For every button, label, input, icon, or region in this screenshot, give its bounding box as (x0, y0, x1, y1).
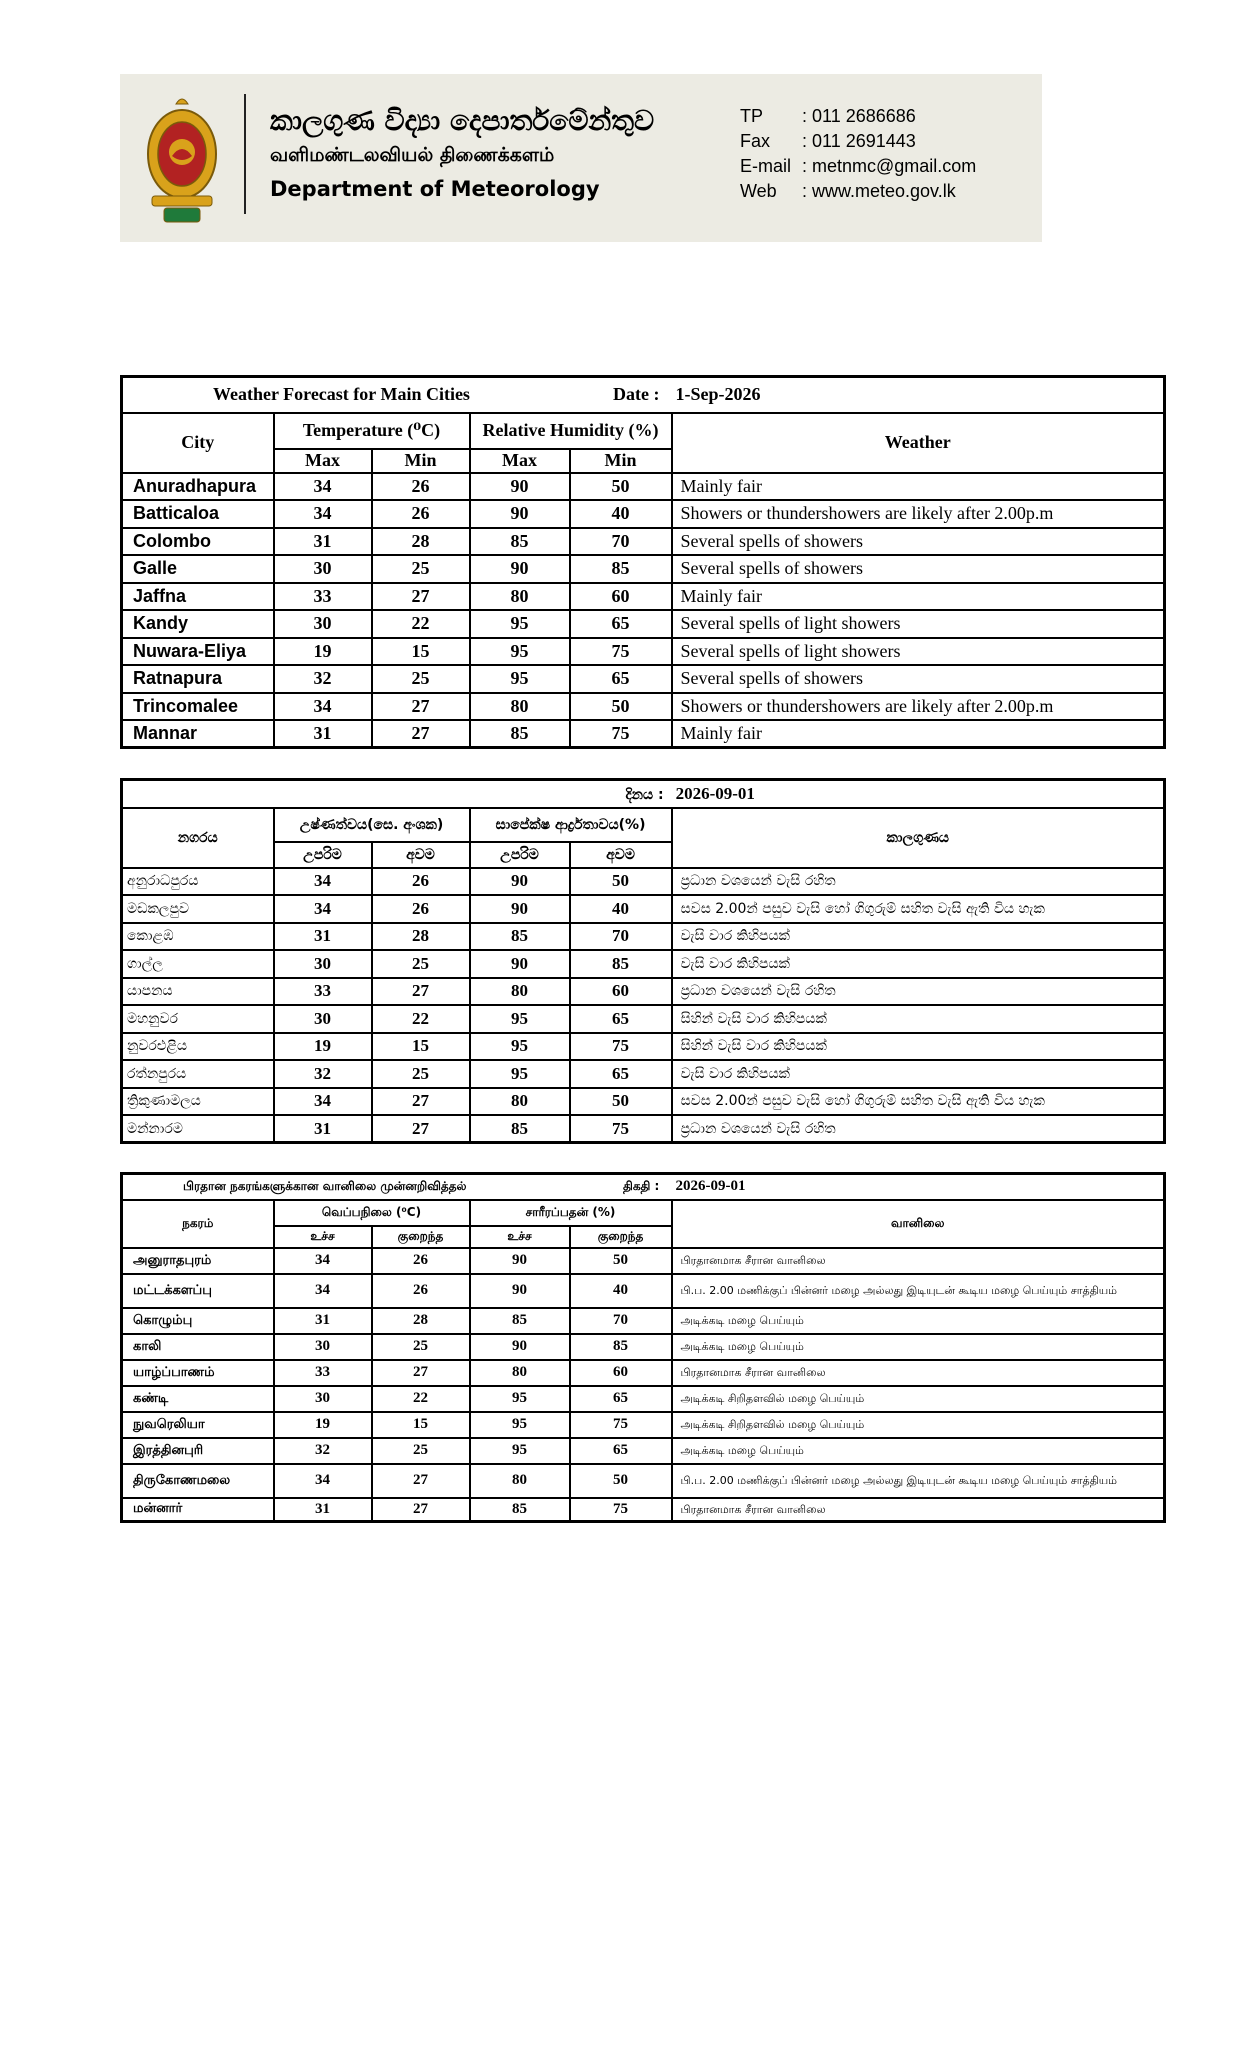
temp-min-cell: 15 (372, 1412, 470, 1438)
col-rh-min: Min (570, 449, 672, 473)
temp-min-cell: 28 (372, 528, 470, 556)
contact-row (740, 154, 976, 179)
table-row (122, 950, 1165, 978)
col-rh-max: Max (470, 449, 570, 473)
rh-min-cell: 70 (570, 528, 672, 556)
table-row (122, 923, 1165, 951)
org-name-sinhala: කාලගුණ විද්‍යා දෙපාර්තමේන්තුව (270, 104, 655, 137)
city-cell: නුවරඑළිය (122, 1033, 274, 1061)
rh-min-cell: 75 (570, 1412, 672, 1438)
temp-min-cell: 15 (372, 638, 470, 666)
col-weather: Weather (672, 413, 1165, 473)
rh-min-cell: 65 (570, 610, 672, 638)
temp-max-cell: 34 (274, 1088, 372, 1116)
city-cell: මහනුවර (122, 1005, 274, 1033)
weather-cell: Several spells of showers (672, 555, 1165, 583)
header-row (122, 1200, 1165, 1226)
rh-min-cell: 40 (570, 1274, 672, 1308)
table-body (122, 868, 1165, 1143)
table-row (122, 500, 1165, 528)
weather-cell: ප්‍රධාන වශයෙන් වැසි රහිත (672, 978, 1165, 1006)
temp-max-cell: 32 (274, 665, 372, 693)
table-row (122, 1005, 1165, 1033)
weather-cell: பிரதானமாக சீரான வானிலை (672, 1498, 1165, 1522)
temp-max-cell: 34 (274, 1464, 372, 1498)
rh-min-cell: 75 (570, 720, 672, 748)
table-row (122, 583, 1165, 611)
city-cell: Jaffna (122, 583, 274, 611)
weather-cell: பிரதானமாக சீரான வானிலை (672, 1360, 1165, 1386)
table-row (122, 1438, 1165, 1464)
weather-cell: அடிக்கடி மழை பெய்யும் (672, 1334, 1165, 1360)
contact-key: E-mail (740, 156, 792, 176)
city-cell: මන්නාරම (122, 1115, 274, 1143)
rh-min-cell: 75 (570, 1033, 672, 1061)
table-row (122, 720, 1165, 748)
contact-key: TP (740, 106, 764, 126)
city-cell: கண்டி (122, 1386, 274, 1412)
divider-bar (244, 94, 246, 214)
weather-cell: සිහින් වැසි වාර කිහිපයක් (672, 1033, 1165, 1061)
rh-max-cell: 85 (470, 923, 570, 951)
rh-max-cell: 90 (470, 895, 570, 923)
temp-max-cell: 34 (274, 693, 372, 721)
city-cell: Kandy (122, 610, 274, 638)
rh-max-cell: 90 (470, 1274, 570, 1308)
rh-min-cell: 65 (570, 665, 672, 693)
city-cell: மட்டக்களப்பு (122, 1274, 274, 1308)
rh-max-cell: 95 (470, 638, 570, 666)
col-temp-min: Min (372, 449, 470, 473)
rh-min-cell: 50 (570, 1248, 672, 1274)
table-row (122, 1464, 1165, 1498)
table-row (122, 665, 1165, 693)
table-row (122, 1248, 1165, 1274)
temp-max-cell: 34 (274, 895, 372, 923)
temp-min-cell: 27 (372, 1360, 470, 1386)
org-name-tamil: வளிமண்டலவியல் திணைக்களம் (270, 144, 555, 166)
temp-min-cell: 15 (372, 1033, 470, 1061)
city-cell: Galle (122, 555, 274, 583)
rh-max-cell: 95 (470, 1060, 570, 1088)
temp-min-cell: 27 (372, 1115, 470, 1143)
city-cell: நுவரெலியா (122, 1412, 274, 1438)
temp-max-cell: 34 (274, 1248, 372, 1274)
rh-max-cell: 90 (470, 1334, 570, 1360)
rh-max-cell: 90 (470, 868, 570, 896)
temp-max-cell: 30 (274, 1005, 372, 1033)
temp-max-cell: 31 (274, 528, 372, 556)
temp-min-cell: 25 (372, 555, 470, 583)
forecast-table-tamil (120, 1172, 1166, 1523)
rh-min-cell: 65 (570, 1438, 672, 1464)
weather-cell: பி.ப. 2.00 மணிக்குப் பின்னர் மழை அல்லது இடியுடன் கூடிய மழை பெய்யும் சாத்தியம் (672, 1464, 1165, 1498)
temp-min-cell: 26 (372, 1248, 470, 1274)
table-title-row (122, 780, 1165, 808)
col-rh-max: உச்ச (470, 1226, 570, 1248)
weather-cell: සවස 2.00න් පසුව වැසි හෝ ගිගුරුම් සහිත වැසි ඇති විය හැක (672, 895, 1165, 923)
weather-cell: ප්‍රධාන වශයෙන් වැසි රහිත (672, 868, 1165, 896)
forecast-table-english (120, 375, 1166, 749)
city-cell: காலி (122, 1334, 274, 1360)
rh-min-cell: 60 (570, 583, 672, 611)
temp-min-cell: 26 (372, 868, 470, 896)
contact-key: Web (740, 181, 777, 201)
temp-min-cell: 22 (372, 610, 470, 638)
rh-max-cell: 80 (470, 1464, 570, 1498)
temp-max-cell: 19 (274, 1033, 372, 1061)
temp-min-cell: 25 (372, 1438, 470, 1464)
col-city: நகரம் (122, 1200, 274, 1248)
rh-min-cell: 75 (570, 638, 672, 666)
temp-min-cell: 28 (372, 923, 470, 951)
col-city: City (122, 413, 274, 473)
weather-cell: Several spells of showers (672, 528, 1165, 556)
header-row (122, 413, 1165, 449)
weather-cell: Several spells of light showers (672, 638, 1165, 666)
org-names (270, 104, 654, 204)
temp-max-cell: 32 (274, 1060, 372, 1088)
table-row (122, 1360, 1165, 1386)
rh-max-cell: 85 (470, 1308, 570, 1334)
website-link[interactable]: : www.meteo.gov.lk (802, 181, 956, 201)
table-body (122, 1248, 1165, 1522)
weather-cell: වැසි වාර කිහිපයක් (672, 950, 1165, 978)
col-rh-max: උපරිම (470, 842, 570, 868)
weather-cell: அடிக்கடி சிறிதளவில் மழை பெய்யும் (672, 1386, 1165, 1412)
temp-min-cell: 27 (372, 1498, 470, 1522)
table-row (122, 1060, 1165, 1088)
temp-max-cell: 30 (274, 1334, 372, 1360)
temp-min-cell: 25 (372, 1334, 470, 1360)
temp-max-cell: 33 (274, 583, 372, 611)
contact-row (740, 129, 976, 154)
city-cell: ගාල්ල (122, 950, 274, 978)
city-cell: කොළඹ (122, 923, 274, 951)
temp-max-cell: 19 (274, 1412, 372, 1438)
rh-max-cell: 95 (470, 1033, 570, 1061)
city-cell: රත්නපුරය (122, 1060, 274, 1088)
rh-min-cell: 50 (570, 868, 672, 896)
temp-min-cell: 27 (372, 583, 470, 611)
col-rh-min: අවම (570, 842, 672, 868)
forecast-date: 2026-09-01 (675, 783, 755, 803)
city-cell: அனுராதபுரம் (122, 1248, 274, 1274)
table-title: பிரதான நகரங்களுக்கான வானிலை முன்னறிவித்தல் (183, 1179, 467, 1194)
temp-min-cell: 25 (372, 950, 470, 978)
rh-max-cell: 95 (470, 665, 570, 693)
table-row (122, 1412, 1165, 1438)
temp-max-cell: 34 (274, 1274, 372, 1308)
temp-min-cell: 27 (372, 693, 470, 721)
rh-max-cell: 95 (470, 1386, 570, 1412)
date-label: Date : (613, 384, 660, 405)
table-row (122, 895, 1165, 923)
table-row (122, 693, 1165, 721)
letterhead (120, 74, 1042, 242)
temp-max-cell: 31 (274, 923, 372, 951)
rh-max-cell: 80 (470, 978, 570, 1006)
table-row (122, 1274, 1165, 1308)
table-row (122, 1308, 1165, 1334)
rh-min-cell: 65 (570, 1005, 672, 1033)
rh-max-cell: 95 (470, 610, 570, 638)
temp-max-cell: 30 (274, 555, 372, 583)
rh-min-cell: 40 (570, 500, 672, 528)
temp-min-cell: 26 (372, 500, 470, 528)
weather-cell: ප්‍රධාන වශයෙන් වැසි රහිත (672, 1115, 1165, 1143)
col-temp-max: Max (274, 449, 372, 473)
temp-min-cell: 22 (372, 1005, 470, 1033)
contact-value: : 011 2686686 (802, 106, 916, 126)
table-row (122, 868, 1165, 896)
col-temperature: උෂ්ණත්වය(සෙ. අංශක) (274, 808, 470, 842)
weather-cell: වැසි වාර කිහිපයක් (672, 1060, 1165, 1088)
city-cell: යාපනය (122, 978, 274, 1006)
col-city: නගරය (122, 808, 274, 868)
rh-min-cell: 75 (570, 1115, 672, 1143)
city-cell: Batticaloa (122, 500, 274, 528)
table-row (122, 610, 1165, 638)
city-cell: අනුරාධපුරය (122, 868, 274, 896)
temp-max-cell: 31 (274, 720, 372, 748)
col-weather: வானிலை (672, 1200, 1165, 1248)
rh-max-cell: 90 (470, 950, 570, 978)
weather-cell: பி.ப. 2.00 மணிக்குப் பின்னர் மழை அல்லது இடியுடன் கூடிய மழை பெய்யும் சாத்தியம் (672, 1274, 1165, 1308)
temp-max-cell: 30 (274, 1386, 372, 1412)
table-row (122, 555, 1165, 583)
forecast-table-sinhala (120, 778, 1166, 1144)
rh-min-cell: 60 (570, 1360, 672, 1386)
city-cell: மன்னார் (122, 1498, 274, 1522)
table-row (122, 1334, 1165, 1360)
weather-cell: Showers or thundershowers are likely after 2.00p.m (672, 500, 1165, 528)
rh-max-cell: 80 (470, 1360, 570, 1386)
rh-max-cell: 85 (470, 1498, 570, 1522)
forecast-date: 2026-09-01 (675, 1178, 746, 1195)
city-cell: Colombo (122, 528, 274, 556)
temp-max-cell: 31 (274, 1115, 372, 1143)
rh-max-cell: 90 (470, 555, 570, 583)
contact-block (740, 104, 976, 204)
rh-max-cell: 90 (470, 500, 570, 528)
temp-min-cell: 27 (372, 1464, 470, 1498)
table-row (122, 528, 1165, 556)
city-cell: Nuwara-Eliya (122, 638, 274, 666)
table-row (122, 1115, 1165, 1143)
table-title-row (122, 377, 1165, 413)
temp-max-cell: 34 (274, 868, 372, 896)
weather-cell: සිහින් වැසි වාර කිහිපයක් (672, 1005, 1165, 1033)
temp-max-cell: 31 (274, 1498, 372, 1522)
city-cell: யாழ்ப்பாணம் (122, 1360, 274, 1386)
rh-min-cell: 50 (570, 473, 672, 501)
temp-max-cell: 31 (274, 1308, 372, 1334)
rh-min-cell: 40 (570, 895, 672, 923)
col-humidity: Relative Humidity (%) (470, 413, 672, 449)
temp-max-cell: 30 (274, 610, 372, 638)
rh-max-cell: 90 (470, 473, 570, 501)
weather-cell: பிரதானமாக சீரான வானிலை (672, 1248, 1165, 1274)
rh-max-cell: 85 (470, 528, 570, 556)
temp-min-cell: 26 (372, 1274, 470, 1308)
col-temperature: வெப்பநிலை (⁰C) (274, 1200, 470, 1226)
rh-max-cell: 90 (470, 1248, 570, 1274)
temp-max-cell: 30 (274, 950, 372, 978)
weather-cell: Showers or thundershowers are likely after 2.00p.m (672, 693, 1165, 721)
rh-max-cell: 85 (470, 720, 570, 748)
temp-min-cell: 27 (372, 720, 470, 748)
contact-row (740, 179, 976, 204)
rh-max-cell: 95 (470, 1438, 570, 1464)
col-temp-max: உச்ச (274, 1226, 372, 1248)
col-temp-min: අවම (372, 842, 470, 868)
col-temp-max: උපරිම (274, 842, 372, 868)
temp-min-cell: 25 (372, 1060, 470, 1088)
temp-min-cell: 22 (372, 1386, 470, 1412)
temp-min-cell: 28 (372, 1308, 470, 1334)
rh-min-cell: 65 (570, 1386, 672, 1412)
col-temperature: Temperature (⁰C) (274, 413, 470, 449)
weather-cell: அடிக்கடி சிறிதளவில் மழை பெய்யும் (672, 1412, 1165, 1438)
table-title-row (122, 1174, 1165, 1200)
temp-max-cell: 32 (274, 1438, 372, 1464)
table-row (122, 1088, 1165, 1116)
city-cell: Trincomalee (122, 693, 274, 721)
col-humidity: சாரீரப்பதன் (%) (470, 1200, 672, 1226)
rh-max-cell: 95 (470, 1412, 570, 1438)
city-cell: ත්‍රිකුණාමලය (122, 1088, 274, 1116)
weather-cell: Mainly fair (672, 473, 1165, 501)
rh-max-cell: 95 (470, 1005, 570, 1033)
temp-min-cell: 26 (372, 473, 470, 501)
table-row (122, 1498, 1165, 1522)
rh-max-cell: 80 (470, 1088, 570, 1116)
email-link[interactable]: : metnmc@gmail.com (802, 156, 977, 176)
col-weather: කාලගුණය (672, 808, 1165, 868)
rh-min-cell: 50 (570, 693, 672, 721)
rh-min-cell: 85 (570, 950, 672, 978)
weather-cell: அடிக்கடி மழை பெய்யும் (672, 1438, 1165, 1464)
table-row (122, 1033, 1165, 1061)
rh-min-cell: 75 (570, 1498, 672, 1522)
rh-min-cell: 85 (570, 555, 672, 583)
header-row (122, 808, 1165, 842)
city-cell: இரத்தினபுரி (122, 1438, 274, 1464)
temp-max-cell: 19 (274, 638, 372, 666)
table-row (122, 978, 1165, 1006)
rh-min-cell: 70 (570, 1308, 672, 1334)
col-humidity: සාපේක්ෂ ආර්ද්‍රතාවය(%) (470, 808, 672, 842)
rh-max-cell: 80 (470, 583, 570, 611)
date-label: திகதி : (623, 1179, 660, 1194)
weather-cell: Several spells of light showers (672, 610, 1165, 638)
rh-max-cell: 85 (470, 1115, 570, 1143)
weather-cell: වැසි වාර කිහිපයක් (672, 923, 1165, 951)
city-cell: Mannar (122, 720, 274, 748)
rh-min-cell: 85 (570, 1334, 672, 1360)
temp-min-cell: 25 (372, 665, 470, 693)
weather-cell: அடிக்கடி மழை பெய்யும் (672, 1308, 1165, 1334)
sri-lanka-emblem-icon (142, 92, 222, 228)
city-cell: திருகோணமலை (122, 1464, 274, 1498)
col-rh-min: குறைந்த (570, 1226, 672, 1248)
rh-min-cell: 70 (570, 923, 672, 951)
weather-cell: සවස 2.00න් පසුව වැසි හෝ ගිගුරුම් සහිත වැසි ඇති විය හැක (672, 1088, 1165, 1116)
table-row (122, 1386, 1165, 1412)
city-cell: கொழும்பு (122, 1308, 274, 1334)
city-cell: Ratnapura (122, 665, 274, 693)
rh-min-cell: 50 (570, 1464, 672, 1498)
temp-max-cell: 34 (274, 500, 372, 528)
contact-row (740, 104, 976, 129)
col-temp-min: குறைந்த (372, 1226, 470, 1248)
rh-min-cell: 60 (570, 978, 672, 1006)
table-row (122, 473, 1165, 501)
city-cell: මඩකලපුව (122, 895, 274, 923)
temp-min-cell: 27 (372, 1088, 470, 1116)
weather-cell: Mainly fair (672, 583, 1165, 611)
contact-value: : 011 2691443 (802, 131, 916, 151)
table-row (122, 638, 1165, 666)
weather-cell: Several spells of showers (672, 665, 1165, 693)
temp-min-cell: 26 (372, 895, 470, 923)
org-name-english: Department of Meteorology (270, 177, 600, 201)
table-title: Weather Forecast for Main Cities (213, 384, 470, 405)
rh-max-cell: 80 (470, 693, 570, 721)
city-cell: Anuradhapura (122, 473, 274, 501)
temp-min-cell: 27 (372, 978, 470, 1006)
table-body (122, 473, 1165, 748)
temp-max-cell: 34 (274, 473, 372, 501)
date-label: දිනය : (625, 786, 664, 803)
contact-key: Fax (740, 131, 771, 151)
rh-min-cell: 65 (570, 1060, 672, 1088)
temp-max-cell: 33 (274, 1360, 372, 1386)
forecast-date: 1-Sep-2026 (675, 384, 761, 405)
rh-min-cell: 50 (570, 1088, 672, 1116)
weather-cell: Mainly fair (672, 720, 1165, 748)
temp-max-cell: 33 (274, 978, 372, 1006)
